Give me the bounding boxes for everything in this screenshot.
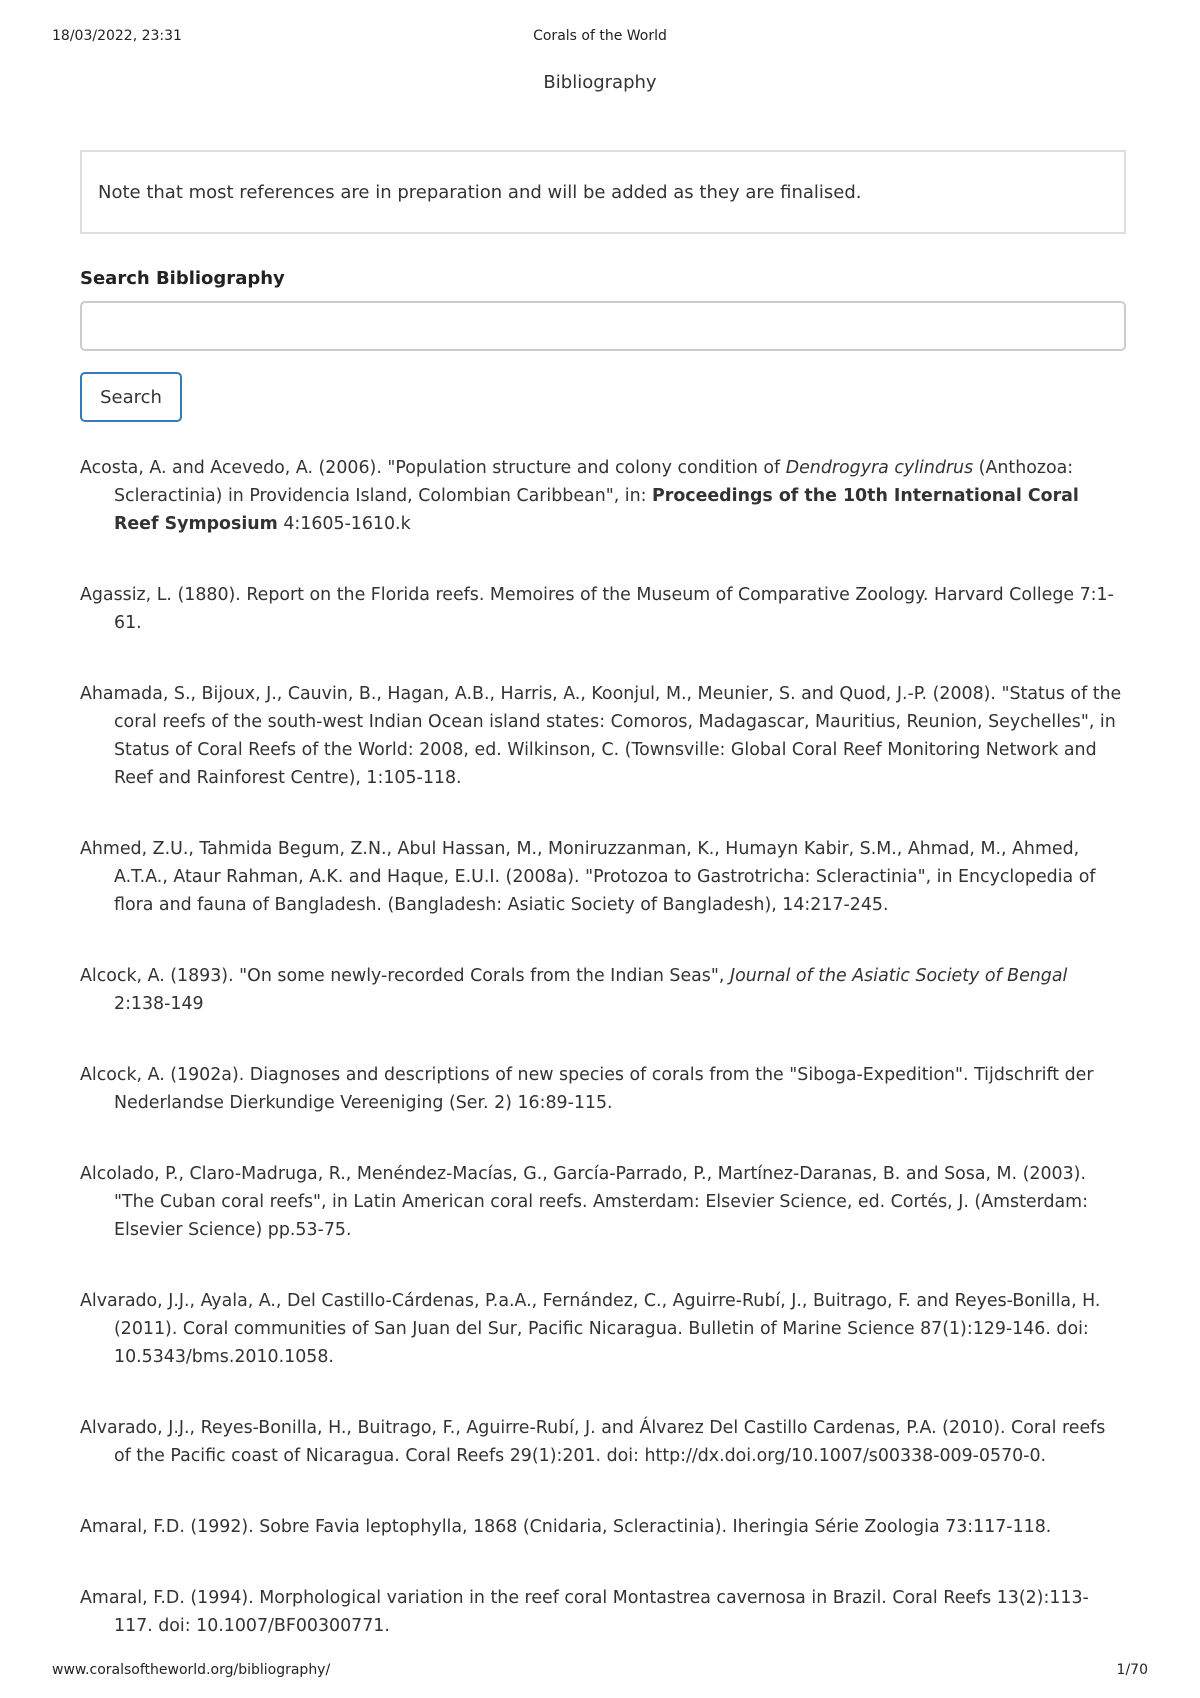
reference-item	[80, 1160, 1126, 1244]
search-input[interactable]	[80, 301, 1126, 351]
print-footer	[52, 1662, 1148, 1682]
ref-text: 4:1605-1610.k	[277, 514, 411, 534]
reference-item	[80, 680, 1126, 792]
reference-list	[80, 454, 1126, 1640]
search-button[interactable]: Search	[80, 372, 182, 422]
ref-text: Amaral, F.D. (1994). Morphological variation in the reef coral Montastrea cavernosa in Brazil. Coral Reefs 13(2):113-117. doi: 10.1007/BF00300771.	[80, 1588, 1089, 1636]
ref-text: (Anthozoa: Scleractinia) in Providencia Island, Colombian Caribbean", in:	[114, 458, 1074, 506]
print-url: www.coralsoftheworld.org/bibliography/	[52, 1662, 331, 1678]
search-label: Search Bibliography	[80, 268, 285, 289]
main-content	[80, 150, 1126, 1683]
reference-item	[80, 454, 1126, 538]
print-page-number: 1/70	[1116, 1662, 1148, 1678]
page-title: Bibliography	[543, 72, 657, 93]
reference-item	[80, 962, 1126, 1018]
ref-italic-text: Journal of the Asiatic Society of Bengal	[729, 966, 1068, 986]
ref-text: Ahmed, Z.U., Tahmida Begum, Z.N., Abul Hassan, M., Moniruzzanman, K., Humayn Kabir, S.M., Ahmad, M., Ahmed, A.T.A., Ataur Rahman, A.K. and Haque, E.U.I. (2008a). "Protozoa to Gastrotricha: Scleractinia", in Encyclopedia of flora and fauna of Bangladesh. (Bangladesh: Asiatic Society of Bangladesh), 14:217-245.	[80, 839, 1096, 915]
note-text: Note that most references are in preparation and will be added as they are finalised.	[98, 181, 862, 203]
reference-item	[80, 581, 1126, 637]
print-site-title: Corals of the World	[533, 28, 667, 44]
reference-item	[80, 1287, 1126, 1371]
ref-italic-text: Dendrogyra cylindrus	[785, 458, 974, 478]
reference-item	[80, 1513, 1126, 1541]
ref-text: Amaral, F.D. (1992). Sobre Favia leptophylla, 1868 (Cnidaria, Scleractinia). Iheringia Série Zoologia 73:117-118.	[80, 1517, 1052, 1537]
ref-text: Alcock, A. (1893). "On some newly-recorded Corals from the Indian Seas",	[80, 966, 730, 986]
print-header	[52, 28, 1148, 48]
ref-text: Acosta, A. and Acevedo, A. (2006). "Population structure and colony condition of	[80, 458, 786, 478]
reference-item	[80, 1061, 1126, 1117]
reference-item	[80, 1584, 1126, 1640]
reference-item	[80, 1414, 1126, 1470]
reference-item	[80, 835, 1126, 919]
ref-text: 2:138-149	[114, 994, 204, 1014]
ref-text: Alcolado, P., Claro-Madruga, R., Menéndez-Macías, G., García-Parrado, P., Martínez-Daranas, B. and Sosa, M. (2003). "The Cuban coral reefs", in Latin American coral reefs. Amsterdam: Elsevier Science, ed. Cortés, J. (Amsterdam: Elsevier Science) pp.53-75.	[80, 1164, 1088, 1240]
ref-text: Alcock, A. (1902a). Diagnoses and descriptions of new species of corals from the "Siboga-Expedition". Tijdschrift der Nederlandse Dierkundige Vereeniging (Ser. 2) 16:89-115.	[80, 1065, 1094, 1113]
ref-bold-text: Proceedings of the 10th International Coral Reef Symposium	[114, 486, 1079, 534]
ref-text: Ahamada, S., Bijoux, J., Cauvin, B., Hagan, A.B., Harris, A., Koonjul, M., Meunier, S. and Quod, J.-P. (2008). "Status of the coral reefs of the south-west Indian Ocean island states: Comoros, Madagascar, Mauritius, Reunion, Seychelles", in Status of Coral Reefs of the World: 2008, ed. Wilkinson, C. (Townsville: Global Coral Reef Monitoring Network and Reef and Rainforest Centre), 1:105-118.	[80, 684, 1122, 788]
ref-text: Alvarado, J.J., Reyes-Bonilla, H., Buitrago, F., Aguirre-Rubí, J. and Álvarez Del Castillo Cardenas, P.A. (2010). Coral reefs of the Pacific coast of Nicaragua. Coral Reefs 29(1):201. doi: http://dx.doi.org/10.1007/s00338-009-0570-0.	[80, 1418, 1106, 1466]
note-box	[80, 150, 1126, 234]
ref-text: Agassiz, L. (1880). Report on the Florida reefs. Memoires of the Museum of Comparative Zoology. Harvard College 7:1-61.	[80, 585, 1114, 633]
ref-text: Alvarado, J.J., Ayala, A., Del Castillo-Cárdenas, P.a.A., Fernández, C., Aguirre-Rubí, J., Buitrago, F. and Reyes-Bonilla, H. (2011). Coral communities of San Juan del Sur, Pacific Nicaragua. Bulletin of Marine Science 87(1):129-146. doi: 10.5343/bms.2010.1058.	[80, 1291, 1101, 1367]
print-datetime: 18/03/2022, 23:31	[52, 28, 182, 44]
